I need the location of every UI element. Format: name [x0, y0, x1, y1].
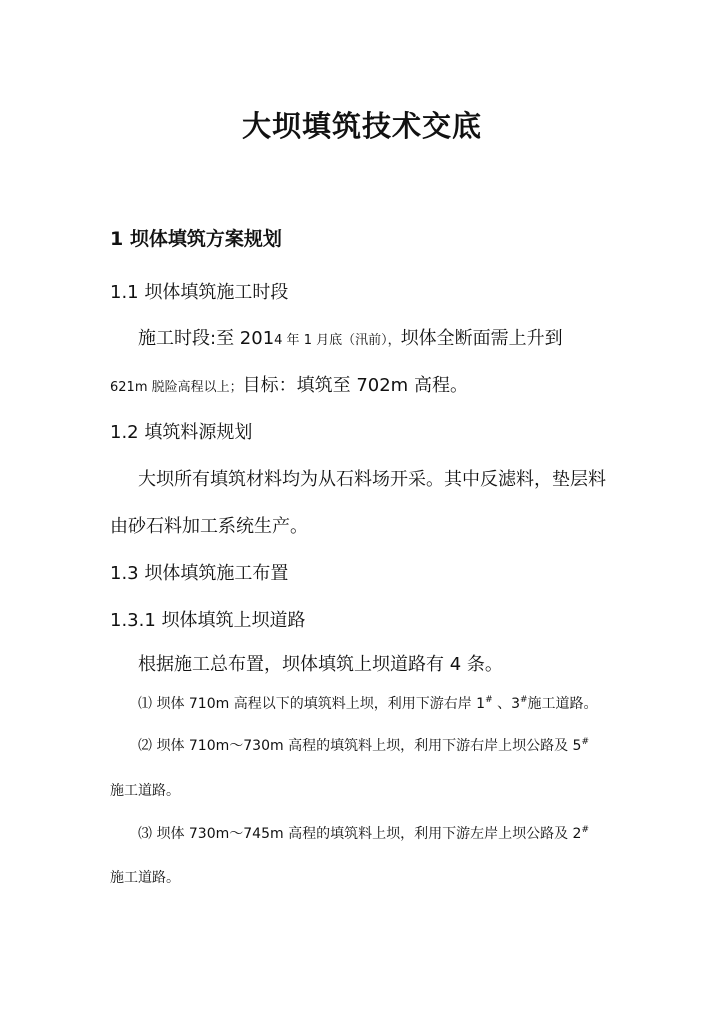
- road-1-mid: 、3: [492, 696, 520, 712]
- road-2-mark: #: [581, 737, 589, 747]
- road-1-mark-a: #: [485, 695, 493, 705]
- period-text-c: 坝体全断面需上升到: [400, 328, 563, 349]
- list-item-road-2-cont: 施工道路。: [110, 783, 180, 799]
- section-1-3-1-heading: 1.3.1 坝体填筑上坝道路: [110, 610, 306, 631]
- section-1-2-heading: 1.2 填筑料源规划: [110, 422, 253, 443]
- road-1-text: ⑴ 坝体 710m 高程以下的填筑料上坝，利用下游右岸 1: [138, 696, 486, 712]
- period-text-a: 施工时段:至 201: [138, 328, 275, 349]
- material-source-line2: 由砂石料加工系统生产。: [110, 516, 308, 537]
- material-source-line1: 大坝所有填筑材料均为从石料场开采。其中反滤料，垫层料: [138, 469, 606, 490]
- section-1-heading: 1 坝体填筑方案规划: [110, 228, 282, 250]
- paragraph-construction-period-line1: [138, 324, 563, 350]
- road-1-mark-b: #: [519, 695, 528, 705]
- road-2-text: ⑵ 坝体 710m～730m 高程的填筑料上坝，利用下游右岸上坝公路及 5: [138, 738, 582, 754]
- list-item-road-2: [138, 735, 589, 755]
- list-item-road-3-cont: 施工道路。: [110, 870, 180, 886]
- period-text-d: 621m 脱险高程以上；: [110, 380, 243, 395]
- access-roads-intro: 根据施工总布置，坝体填筑上坝道路有 4 条。: [138, 654, 503, 675]
- list-item-road-3: [138, 823, 589, 843]
- paragraph-construction-period-line2: [110, 371, 468, 397]
- road-3-mark: #: [581, 825, 589, 835]
- list-item-road-1: [138, 693, 598, 713]
- road-3-text: ⑶ 坝体 730m～745m 高程的填筑料上坝，利用下游左岸上坝公路及 2: [138, 826, 582, 842]
- section-1-3-heading: 1.3 坝体填筑施工布置: [110, 563, 289, 584]
- period-text-e: 目标：填筑至 702m 高程。: [242, 375, 468, 396]
- document-title: 大坝填筑技术交底: [241, 109, 482, 143]
- road-1-end: 施工道路。: [527, 696, 598, 712]
- period-text-b: 4 年 1 月底（汛前），: [274, 333, 401, 348]
- section-1-1-heading: 1.1 坝体填筑施工时段: [110, 282, 289, 303]
